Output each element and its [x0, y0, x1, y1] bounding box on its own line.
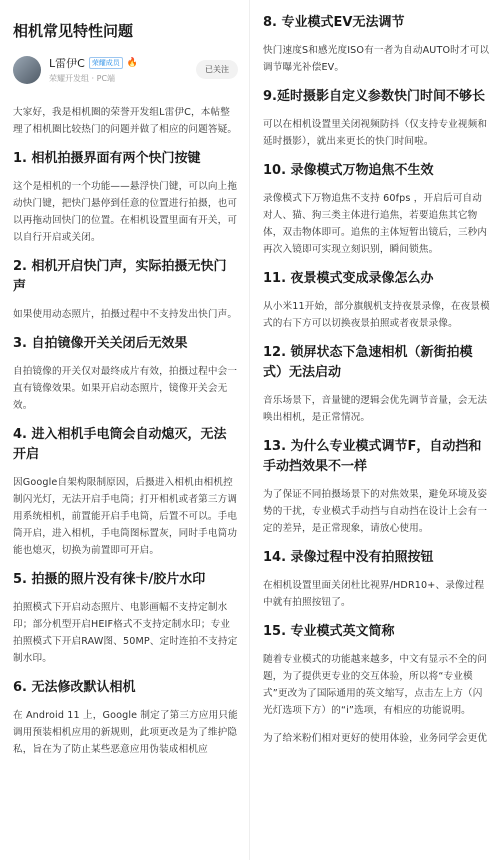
- section-heading: 5. 拍摄的照片没有徕卡/胶片水印: [13, 572, 206, 587]
- section-body: 自拍镜像的开关仅对最终成片有效，拍摄过程中会一直有镜像效果。如果开启动态照片，镜像开关会无效。: [13, 366, 238, 411]
- author-row: [13, 55, 238, 84]
- section-body: 因Google自架构限制原因，后摄进入相机由相机控制闪光灯，无法开启手电筒；打开相机或者第三方调用系统相机，前置能开启手电筒，后置不可以。手电筒开启，进入相机，手电筒图标置灰，同时手电筒功能也熄灭，切换为前置即可开启。: [13, 477, 238, 556]
- section-heading: 10. 录像模式万物追焦不生效: [263, 163, 434, 178]
- fire-icon: 🔥: [126, 58, 139, 68]
- right-column: [250, 0, 500, 758]
- left-sections: [13, 149, 238, 758]
- left-column: [0, 0, 250, 769]
- right-sections: [263, 13, 490, 747]
- article-title: 相机常见特性问题: [13, 22, 134, 40]
- section-heading: 1. 相机拍摄界面有两个快门按键: [13, 151, 201, 166]
- author-name[interactable]: L雷伊C: [49, 57, 85, 70]
- section-body: 在 Android 11 上，Google 制定了第三方应用只能调用预装相机应用的新规则，此项更改是为了维护隐私，旨在为了防止某些恶意应用伪装成相机应: [13, 710, 238, 755]
- avatar[interactable]: [13, 56, 41, 84]
- section-body: 录像模式下万物追焦不支持 60fps ，开启后可自动对人、猫、狗三类主体进行追焦，若要追焦其它物体，双击物体即可。追焦的主体短暂出镜后，三秒内再次入镜即可实现立刻识别，瞬间锁焦。: [263, 193, 488, 255]
- section-heading: 8. 专业模式EV无法调节: [263, 15, 405, 30]
- section-body: 可以在相机设置里关闭视频防抖（仅支持专业视频和延时摄影），就出来更长的快门时间啦。: [263, 119, 488, 147]
- section-heading: 12. 锁屏状态下急速相机（新街拍模式）无法启动: [263, 345, 473, 380]
- section-body: 这个是相机的一个功能——悬浮快门键，可以向上拖动快门键，把快门悬停到任意的位置进行拍摄，也可以再拖动回快门的位置。在相机设置里面有开关，可以自行开启或关闭。: [13, 181, 238, 243]
- section-body: 如果使用动态照片，拍摄过程中不支持发出快门声。: [13, 309, 238, 320]
- section-heading: 6. 无法修改默认相机: [13, 680, 136, 695]
- follow-button[interactable]: 已关注: [196, 60, 238, 79]
- section-heading: 2. 相机开启快门声，实际拍摄无快门声: [13, 259, 227, 294]
- author-meta: 荣耀开发组 · PC端: [49, 74, 116, 83]
- member-badge: 荣耀成员: [89, 57, 123, 69]
- section-body: 拍照模式下开启动态照片、电影画幅不支持定制水印；部分机型开启HEIF格式不支持定制水印；专业拍照模式下开启RAW图、50MP、定时连拍不支持定制水印。: [13, 602, 238, 664]
- author-name-row: [49, 55, 196, 71]
- section-heading: 9.延时摄影自定义参数快门时间不够长: [263, 89, 485, 104]
- section-body: 随着专业模式的功能越来越多，中文有显示不全的问题，为了提供更专业的交互体验，所以将“专业模式”更改为了国际通用的英文缩写，点击左上方（闪光灯选项下方）的“i”选项，有相应的功能说明。: [263, 654, 488, 716]
- section-body: 为了给米粉们相对更好的使用体验，业务同学会更优: [263, 733, 488, 744]
- section-body: 从小米11开始，部分旗舰机支持夜景录像，在夜景模式的右下方可以切换夜景拍照或者夜景录像。: [263, 301, 490, 329]
- section-heading: 3. 自拍镜像开关关闭后无效果: [13, 336, 188, 351]
- section-body: 快门速度S和感光度ISO有一者为自动AUTO时才可以调节曝光补偿EV。: [263, 45, 490, 73]
- section-body: 为了保证不同拍摄场景下的对焦效果，避免环境及姿势的干扰，专业模式手动挡与自动挡在设计上会有一定的差异，是正常现象，请放心使用。: [263, 489, 488, 534]
- section-body: 音乐场景下，音量键的逻辑会优先调节音量，会无法唤出相机，是正常情况。: [263, 395, 488, 423]
- section-heading: 4. 进入相机手电筒会自动熄灭，无法开启: [13, 427, 227, 462]
- section-heading: 14. 录像过程中没有拍照按钮: [263, 550, 434, 565]
- section-body: 在相机设置里面关闭杜比视界/HDR10+、录像过程中就有拍照按钮了。: [263, 580, 485, 608]
- author-info: [49, 55, 196, 84]
- intro-paragraph: 大家好，我是相机圈的荣誉开发组L雷伊C，本帖整理了相机圈比较热门的问题并做了相应的问题答疑。: [13, 107, 238, 135]
- section-heading: 11. 夜景模式变成录像怎么办: [263, 271, 434, 286]
- section-heading: 15. 专业模式英文简称: [263, 624, 395, 639]
- section-heading: 13. 为什么专业模式调节F，自动挡和手动挡效果不一样: [263, 439, 482, 474]
